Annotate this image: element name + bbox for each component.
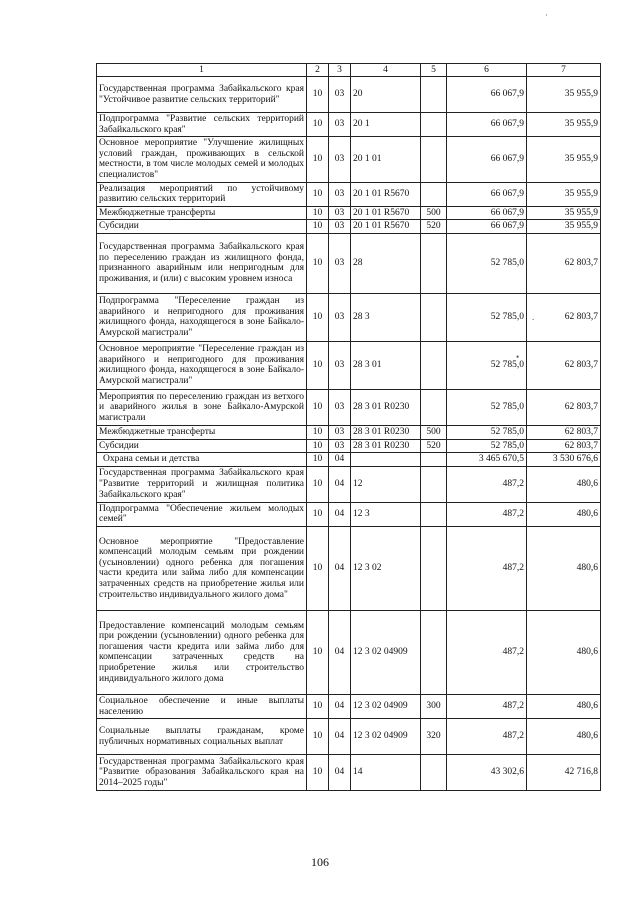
amount-year1-cell: 66 067,9	[447, 77, 527, 113]
expense-type-cell	[421, 77, 447, 113]
table-row	[97, 137, 601, 182]
target-article-cell: 28 3 01 R0230	[351, 389, 421, 425]
target-article-cell: 20 1 01 R5670	[351, 220, 421, 234]
table-row	[97, 206, 601, 220]
amount-year2-cell: 62 803,7	[527, 389, 601, 425]
table-row	[97, 77, 601, 113]
amount-year2-cell: 35 955,9	[527, 220, 601, 234]
expense-type-cell: 320	[421, 719, 447, 755]
section-code-cell: 10	[307, 389, 329, 425]
amount-year2-cell: 480,6	[527, 694, 601, 718]
subsection-code-cell: 04	[329, 719, 351, 755]
row-name-cell: Субсидии	[97, 439, 307, 453]
table-row	[97, 293, 601, 341]
amount-year1-cell: 52 785,0	[447, 389, 527, 425]
section-code-cell: 10	[307, 755, 329, 791]
amount-year2-cell: 35 955,9	[527, 113, 601, 137]
section-code-cell: 10	[307, 453, 329, 467]
table-row	[97, 610, 601, 694]
amount-year1-cell: 66 067,9	[447, 220, 527, 234]
budget-table	[96, 63, 601, 791]
target-article-cell: 12 3	[351, 502, 421, 526]
row-name-cell: Основное мероприятие "Переселение граждан из аварийного и непригодного для проживания жилищного фонда, находящегося в зоне Байкало-Амурской магистрали"	[97, 341, 307, 389]
target-article-cell: 12 3 02	[351, 526, 421, 610]
subsection-code-cell: 03	[329, 389, 351, 425]
subsection-code-cell: 03	[329, 220, 351, 234]
row-name-cell: Охрана семьи и детства	[97, 453, 307, 467]
amount-year1-cell: 66 067,9	[447, 113, 527, 137]
amount-year1-cell: 487,2	[447, 526, 527, 610]
amount-year1-cell: 52 785,0	[447, 341, 527, 389]
target-article-cell: 20 1	[351, 113, 421, 137]
expense-type-cell	[421, 453, 447, 467]
target-article-cell: 12 3 02 04909	[351, 694, 421, 718]
expense-type-cell: 500	[421, 425, 447, 439]
row-name-cell: Основное мероприятие "Предоставление компенсаций молодым семьям при рождении (усыновлении) одного ребенка для погашения части кредита или займа либо для компенсации затраченных средств на приобретение жилья или строительство индивидуального жилого дома"	[97, 526, 307, 610]
subsection-code-cell: 04	[329, 502, 351, 526]
row-name-cell: Межбюджетные трансферты	[97, 425, 307, 439]
subsection-code-cell: 04	[329, 610, 351, 694]
expense-type-cell	[421, 389, 447, 425]
amount-year1-cell: 66 067,9	[447, 182, 527, 206]
column-header: 1	[97, 64, 307, 77]
subsection-code-cell: 03	[329, 137, 351, 182]
table-row	[97, 113, 601, 137]
target-article-cell: 12 3 02 04909	[351, 610, 421, 694]
column-header: 5	[421, 64, 447, 77]
amount-year2-cell: 62 803,7	[527, 341, 601, 389]
table-row	[97, 694, 601, 718]
amount-year2-cell: 35 955,9	[527, 137, 601, 182]
table-row	[97, 341, 601, 389]
table-row	[97, 466, 601, 502]
amount-year2-cell: 42 716,8	[527, 755, 601, 791]
table-row	[97, 719, 601, 755]
amount-year2-cell: 480,6	[527, 610, 601, 694]
table-row	[97, 182, 601, 206]
amount-year1-cell: 66 067,9	[447, 137, 527, 182]
amount-year1-cell: 487,2	[447, 502, 527, 526]
subsection-code-cell: 03	[329, 182, 351, 206]
amount-year1-cell: 3 465 670,5	[447, 453, 527, 467]
expense-type-cell	[421, 341, 447, 389]
subsection-code-cell: 04	[329, 526, 351, 610]
section-code-cell: 10	[307, 233, 329, 293]
target-article-cell: 28 3	[351, 293, 421, 341]
amount-year2-cell: 62 803,7	[527, 233, 601, 293]
target-article-cell	[351, 453, 421, 467]
row-name-cell: Государственная программа Забайкальского края по переселению граждан из жилищного фонда, признанного аварийным или непригодным для проживания, и (или) с высоким уровнем износа	[97, 233, 307, 293]
table-row	[97, 526, 601, 610]
table-row	[97, 502, 601, 526]
section-code-cell: 10	[307, 425, 329, 439]
subsection-code-cell: 03	[329, 206, 351, 220]
amount-year2-cell: 35 955,9	[527, 182, 601, 206]
amount-year1-cell: 52 785,0	[447, 425, 527, 439]
section-code-cell: 10	[307, 182, 329, 206]
subsection-code-cell: 03	[329, 113, 351, 137]
row-name-cell: Основное мероприятие "Улучшение жилищных условий граждан, проживающих в сельской местности, в том числе молодых семей и молодых специалистов"	[97, 137, 307, 182]
amount-year2-cell: 3 530 676,6	[527, 453, 601, 467]
amount-year1-cell: 487,2	[447, 719, 527, 755]
amount-year2-cell: 480,6	[527, 526, 601, 610]
target-article-cell: 28 3 01	[351, 341, 421, 389]
section-code-cell: 10	[307, 526, 329, 610]
table-body	[97, 77, 601, 791]
row-name-cell: Межбюджетные трансферты	[97, 206, 307, 220]
subsection-code-cell: 03	[329, 439, 351, 453]
column-header: 3	[329, 64, 351, 77]
expense-type-cell	[421, 502, 447, 526]
section-code-cell: 10	[307, 719, 329, 755]
table-header-row	[97, 64, 601, 77]
amount-year1-cell: 43 302,6	[447, 755, 527, 791]
section-code-cell: 10	[307, 439, 329, 453]
amount-year2-cell: 35 955,9	[527, 77, 601, 113]
subsection-code-cell: 03	[329, 341, 351, 389]
section-code-cell: 10	[307, 341, 329, 389]
section-code-cell: 10	[307, 206, 329, 220]
amount-year1-cell: 52 785,0	[447, 233, 527, 293]
subsection-code-cell: 04	[329, 453, 351, 467]
table-row	[97, 453, 601, 467]
section-code-cell: 10	[307, 610, 329, 694]
expense-type-cell: 520	[421, 439, 447, 453]
target-article-cell: 20	[351, 77, 421, 113]
amount-year1-cell: 487,2	[447, 694, 527, 718]
expense-type-cell	[421, 293, 447, 341]
expense-type-cell	[421, 755, 447, 791]
section-code-cell: 10	[307, 466, 329, 502]
amount-year2-cell: 480,6	[527, 502, 601, 526]
section-code-cell: 10	[307, 220, 329, 234]
subsection-code-cell: 03	[329, 425, 351, 439]
subsection-code-cell: 03	[329, 77, 351, 113]
expense-type-cell	[421, 182, 447, 206]
amount-year1-cell: 487,2	[447, 610, 527, 694]
row-name-cell: Социальные выплаты гражданам, кроме публичных нормативных социальных выплат	[97, 719, 307, 755]
row-name-cell: Государственная программа Забайкальского края "Устойчивое развитие сельских территорий"	[97, 77, 307, 113]
column-header: 2	[307, 64, 329, 77]
table-row	[97, 425, 601, 439]
section-code-cell: 10	[307, 113, 329, 137]
amount-year2-cell: 62 803,7	[527, 293, 601, 341]
row-name-cell: Государственная программа Забайкальского края "Развитие территорий и жилищная политика Забайкальского края"	[97, 466, 307, 502]
subsection-code-cell: 03	[329, 293, 351, 341]
amount-year1-cell: 52 785,0	[447, 439, 527, 453]
scan-mark: ·	[545, 10, 548, 20]
section-code-cell: 10	[307, 694, 329, 718]
table-row	[97, 220, 601, 234]
section-code-cell: 10	[307, 77, 329, 113]
amount-year1-cell: 52 785,0	[447, 293, 527, 341]
row-name-cell: Субсидии	[97, 220, 307, 234]
amount-year2-cell: 480,6	[527, 466, 601, 502]
expense-type-cell	[421, 526, 447, 610]
row-name-cell: Мероприятия по переселению граждан из ветхого и аварийного жилья в зоне Байкало-Амурской магистрали	[97, 389, 307, 425]
section-code-cell: 10	[307, 293, 329, 341]
column-header: 7	[527, 64, 601, 77]
amount-year2-cell: 35 955,9	[527, 206, 601, 220]
expense-type-cell: 520	[421, 220, 447, 234]
table-row	[97, 389, 601, 425]
expense-type-cell	[421, 137, 447, 182]
target-article-cell: 28 3 01 R0230	[351, 439, 421, 453]
expense-type-cell	[421, 233, 447, 293]
amount-year2-cell: 480,6	[527, 719, 601, 755]
amount-year1-cell: 487,2	[447, 466, 527, 502]
section-code-cell: 10	[307, 137, 329, 182]
section-code-cell: 10	[307, 502, 329, 526]
subsection-code-cell: 03	[329, 233, 351, 293]
table-row	[97, 755, 601, 791]
amount-year1-cell: 66 067,9	[447, 206, 527, 220]
row-name-cell: Подпрограмма "Обеспечение жильем молодых семей"	[97, 502, 307, 526]
table-row	[97, 439, 601, 453]
row-name-cell: Предоставление компенсаций молодым семьям при рождении (усыновлении) одного ребенка для погашения части кредита или займа либо для компенсации затраченных средств на приобретение жилья или строительство индивидуального жилого дома	[97, 610, 307, 694]
target-article-cell: 20 1 01 R5670	[351, 206, 421, 220]
subsection-code-cell: 04	[329, 694, 351, 718]
expense-type-cell	[421, 113, 447, 137]
target-article-cell: 12	[351, 466, 421, 502]
table-row	[97, 233, 601, 293]
page-number: 106	[311, 855, 329, 869]
expense-type-cell	[421, 466, 447, 502]
row-name-cell: Государственная программа Забайкальского края "Развитие образования Забайкальского края на 2014–2025 годы"	[97, 755, 307, 791]
subsection-code-cell: 04	[329, 755, 351, 791]
expense-type-cell	[421, 610, 447, 694]
expense-type-cell: 500	[421, 206, 447, 220]
amount-year2-cell: 62 803,7	[527, 439, 601, 453]
target-article-cell: 12 3 02 04909	[351, 719, 421, 755]
row-name-cell: Социальное обеспечение и иные выплаты населению	[97, 694, 307, 718]
row-name-cell: Подпрограмма "Переселение граждан из аварийного и непригодного для проживания жилищного фонда, находящегося в зоне Байкало-Амурской магистрали"	[97, 293, 307, 341]
column-header: 6	[447, 64, 527, 77]
amount-year2-cell: 62 803,7	[527, 425, 601, 439]
subsection-code-cell: 04	[329, 466, 351, 502]
target-article-cell: 28	[351, 233, 421, 293]
column-header: 4	[351, 64, 421, 77]
row-name-cell: Подпрограмма "Развитие сельских территорий Забайкальского края"	[97, 113, 307, 137]
scan-mark: .	[532, 312, 535, 322]
target-article-cell: 20 1 01	[351, 137, 421, 182]
expense-type-cell: 300	[421, 694, 447, 718]
target-article-cell: 20 1 01 R5670	[351, 182, 421, 206]
scan-mark: •	[516, 352, 520, 362]
target-article-cell: 28 3 01 R0230	[351, 425, 421, 439]
row-name-cell: Реализация мероприятий по устойчивому развитию сельских территорий	[97, 182, 307, 206]
target-article-cell: 14	[351, 755, 421, 791]
